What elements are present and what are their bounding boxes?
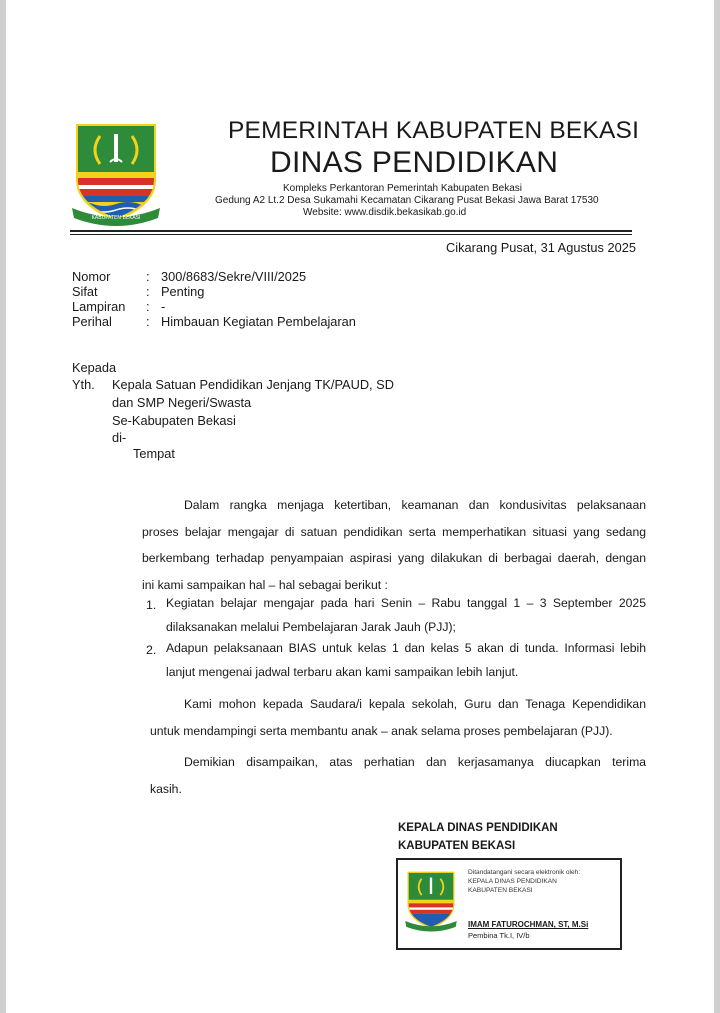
recipient-kepada: Kepada <box>72 360 117 375</box>
letterhead-website: Website: www.disdik.bekasikab.go.id <box>303 207 467 218</box>
list-item-line: dilaksanakan melalui Pembelajaran Jarak Jauh (PJJ); <box>166 620 456 634</box>
electronic-signature-box <box>396 858 622 950</box>
list-item-line: lanjut mengenai jadwal terbaru akan kami sampaikan lebih lanjut. <box>166 665 519 679</box>
list-item-2 <box>166 636 646 684</box>
letterhead-rule-thick <box>70 230 632 232</box>
meta-label-lampiran: Lampiran <box>72 299 126 314</box>
paragraph-line: untuk mendampingi serta membantu anak – anak selama proses pembelajaran (PJJ). <box>150 724 613 738</box>
meta-sep: : <box>146 299 150 314</box>
signature-logo <box>404 869 458 933</box>
signatory-name: IMAM FATUROCHMAN, ST, M.Si <box>468 920 589 929</box>
list-item-1 <box>166 591 646 639</box>
paragraph-line: ini kami sampaikan hal – hal sebagai berikut : <box>142 577 388 592</box>
meta-sep: : <box>146 284 150 299</box>
body-paragraph-1 <box>142 492 646 598</box>
recipient-yth: Yth. <box>72 377 95 392</box>
list-number-1: 1. <box>146 598 157 612</box>
paragraph-line: Demikian disampaikan, atas perhatian dan kerjasamanya diucapkan terima <box>184 755 646 769</box>
signature-title-line1: KEPALA DINAS PENDIDIKAN <box>398 822 558 834</box>
recipient-di: di- <box>112 430 127 445</box>
meta-label-nomor: Nomor <box>72 269 111 284</box>
list-item-line: Adapun pelaksanaan BIAS untuk kelas 1 dan kelas 5 akan di tunda. Informasi lebih <box>166 641 646 655</box>
list-number-2: 2. <box>146 643 157 657</box>
paragraph-line: kasih. <box>150 782 182 796</box>
paragraph-line: berkembang terhadap penyampaian aspirasi yang dilakukan di berbagai daerah, dengan <box>142 551 646 565</box>
recipient-line1: Kepala Satuan Pendidikan Jenjang TK/PAUD, SD <box>112 377 394 392</box>
letterhead-address-line1: Kompleks Perkantoran Pemerintah Kabupaten Bekasi <box>283 183 523 194</box>
meta-value-lampiran: - <box>161 299 166 314</box>
recipient-tempat: Tempat <box>133 446 175 461</box>
recipient-line2: dan SMP Negeri/Swasta <box>112 395 252 410</box>
paragraph-line: proses belajar mengajar di satuan pendidikan serta memperhatikan situasi yang sedang <box>142 524 646 539</box>
meta-sep: : <box>146 314 150 329</box>
signature-tiny-line2: KEPALA DINAS PENDIDIKAN <box>468 878 557 885</box>
letterhead-rule-thin <box>70 234 632 235</box>
letterhead-government-name: PEMERINTAH KABUPATEN BEKASI <box>228 117 640 144</box>
logo-ribbon-text: KABUPATEN BEKASI <box>91 215 141 221</box>
signature-tiny-line1: Ditandatangani secara elektronik oleh: <box>468 869 581 876</box>
body-paragraph-2 <box>150 691 646 745</box>
paragraph-line: Kami mohon kepada Saudara/i kepala sekolah, Guru dan Tenaga Kependidikan <box>184 697 646 711</box>
meta-sep: : <box>146 269 150 284</box>
meta-value-sifat: Penting <box>161 284 205 299</box>
meta-label-perihal: Perihal <box>72 314 112 329</box>
letterhead-address-line2: Gedung A2 Lt.2 Desa Sukamahi Kecamatan Cikarang Pusat Bekasi Jawa Barat 17530 <box>215 195 599 206</box>
kabupaten-bekasi-logo <box>70 122 162 226</box>
signature-title-line2: KABUPATEN BEKASI <box>398 840 516 852</box>
body-paragraph-3 <box>150 749 646 803</box>
meta-value-nomor: 300/8683/Sekre/VIII/2025 <box>161 269 307 284</box>
signatory-rank: Pembina Tk.I, IV/b <box>468 931 530 940</box>
letterhead-agency-name: DINAS PENDIDIKAN <box>270 146 559 179</box>
paragraph-line: Dalam rangka menjaga ketertiban, keamanan dan kondusivitas pelaksanaan <box>184 498 646 512</box>
list-item-line: Kegiatan belajar mengajar pada hari Senin – Rabu tanggal 1 – 3 September 2025 <box>166 596 646 610</box>
recipient-line3: Se-Kabupaten Bekasi <box>112 413 236 428</box>
letter-date-place: Cikarang Pusat, 31 Agustus 2025 <box>446 240 636 255</box>
signature-tiny-line3: KABUPATEN BEKASI <box>468 887 533 894</box>
meta-label-sifat: Sifat <box>72 284 98 299</box>
meta-value-perihal: Himbauan Kegiatan Pembelajaran <box>161 314 356 329</box>
